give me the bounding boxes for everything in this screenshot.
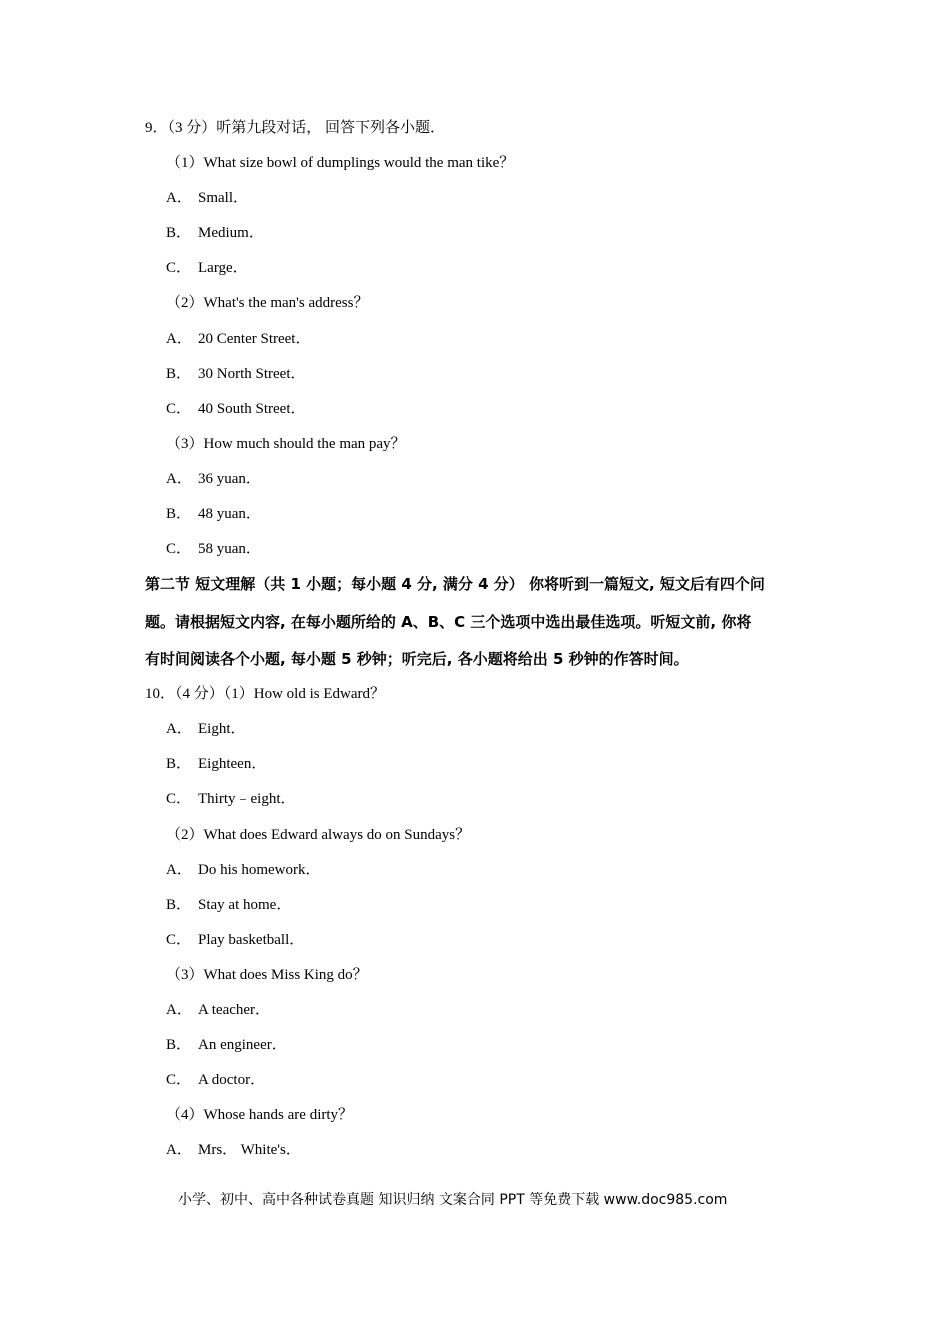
question-9-3: （3）How much should the man pay？	[166, 436, 406, 452]
question-10-4: （4）Whose hands are dirty？	[166, 1107, 354, 1123]
option-letter: B．	[166, 506, 192, 522]
option-text: Eight．	[198, 721, 246, 737]
page-footer: 小学、初中、高中各种试卷真题 知识归纳 文案合同 PPT 等免费下载 www.doc985.com	[178, 1192, 728, 1208]
question-9-header: 9．（3 分）听第九段对话， 回答下列各小题．	[145, 120, 446, 136]
section-2-instructions-line-1: 第二节 短文理解（共 1 小题；每小题 4 分, 满分 4 分） 你将听到一篇短文, 短文后有四个问	[145, 575, 765, 593]
section-2-instructions-line-2: 题。请根据短文内容, 在每小题所给的 A、B、C 三个选项中选出最佳选项。听短文前, 你将	[145, 613, 752, 631]
option-letter: C．	[166, 1072, 192, 1088]
question-9-2: （2）What's the man's address？	[166, 295, 369, 311]
option-b	[166, 1035, 287, 1055]
option-letter: A．	[166, 471, 192, 487]
option-b	[166, 895, 291, 915]
option-letter: B．	[166, 756, 192, 772]
option-letter: A．	[166, 190, 192, 206]
option-c	[166, 930, 304, 950]
option-text: 40 South Street．	[198, 401, 306, 417]
option-text: 20 Center Street．	[198, 331, 311, 347]
option-c	[166, 399, 306, 419]
option-letter: B．	[166, 225, 192, 241]
option-letter: B．	[166, 366, 192, 382]
option-text: Large．	[198, 260, 248, 276]
option-letter: A．	[166, 862, 192, 878]
option-text: 36 yuan．	[198, 471, 261, 487]
option-c	[166, 1070, 265, 1090]
option-text: 48 yuan．	[198, 506, 261, 522]
option-a	[166, 1000, 270, 1020]
option-text: A teacher．	[198, 1002, 271, 1018]
option-text: 30 North Street．	[198, 366, 306, 382]
option-letter: C．	[166, 260, 192, 276]
option-text: A doctor．	[198, 1072, 266, 1088]
option-a	[166, 188, 248, 208]
option-a	[166, 329, 310, 349]
option-text: Mrs． White's．	[198, 1142, 301, 1158]
question-10-2: （2）What does Edward always do on Sundays？	[166, 827, 471, 843]
option-c	[166, 539, 261, 559]
option-a	[166, 1140, 301, 1160]
option-letter: A．	[166, 1142, 192, 1158]
option-letter: A．	[166, 721, 192, 737]
option-a	[166, 719, 246, 739]
option-b	[166, 364, 305, 384]
option-letter: B．	[166, 1037, 192, 1053]
option-letter: B．	[166, 897, 192, 913]
option-a	[166, 860, 321, 880]
option-text: Do his homework．	[198, 862, 321, 878]
option-b	[166, 504, 261, 524]
option-text: Play basketball．	[198, 932, 305, 948]
option-letter: C．	[166, 541, 192, 557]
question-9-1: （1）What size bowl of dumplings would the man tike？	[166, 155, 515, 171]
option-text: Thirty﹣eight．	[198, 791, 296, 807]
option-text: Medium．	[198, 225, 264, 241]
option-text: 58 yuan．	[198, 541, 261, 557]
section-2-instructions-line-3: 有时间阅读各个小题, 每小题 5 秒钟；听完后, 各小题将给出 5 秒钟的作答时间。	[145, 650, 689, 668]
option-c	[166, 258, 248, 278]
option-letter: A．	[166, 331, 192, 347]
option-text: An engineer．	[198, 1037, 287, 1053]
option-b	[166, 223, 264, 243]
question-10-header: 10．（4 分）（1）How old is Edward？	[145, 686, 385, 702]
question-10-3: （3）What does Miss King do？	[166, 967, 368, 983]
option-text: Eighteen．	[198, 756, 267, 772]
option-letter: C．	[166, 932, 192, 948]
option-c	[166, 789, 296, 809]
option-letter: A．	[166, 1002, 192, 1018]
option-a	[166, 469, 261, 489]
option-text: Small．	[198, 190, 249, 206]
option-letter: C．	[166, 791, 192, 807]
option-text: Stay at home．	[198, 897, 292, 913]
option-letter: C．	[166, 401, 192, 417]
option-b	[166, 754, 266, 774]
